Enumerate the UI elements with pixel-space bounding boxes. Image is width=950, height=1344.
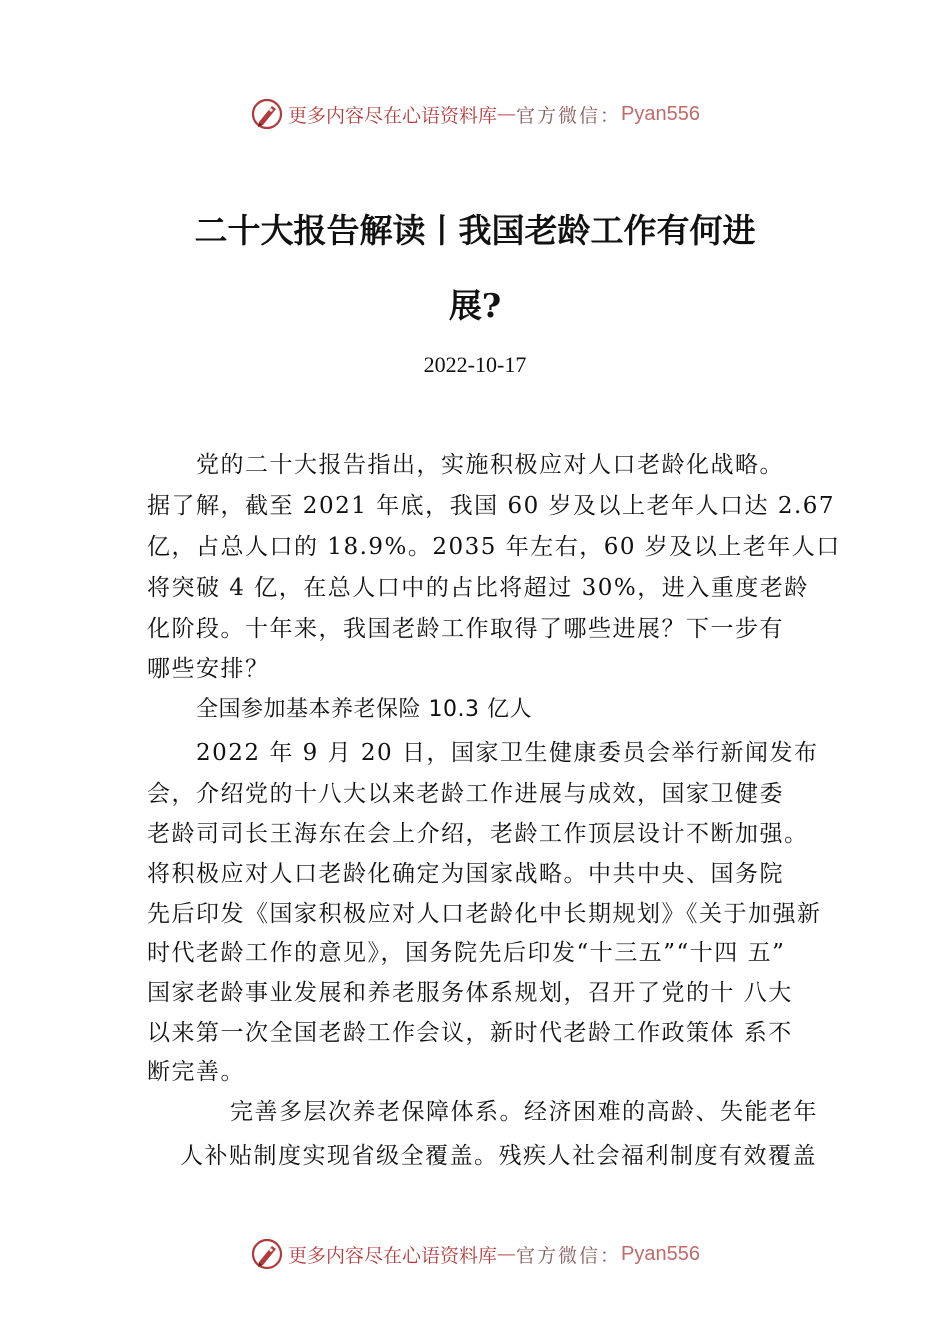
body-line: 断完善。 xyxy=(147,1059,245,1085)
body-line: 人补贴制度实现省级全覆盖。残疾人社会福利制度有效覆盖 xyxy=(180,1143,817,1169)
body-line: 党的二十大报告指出，实施积极应对人口老龄化战略。 xyxy=(196,452,784,478)
article-title-line-1: 二十大报告解读丨我国老龄工作有何进 xyxy=(194,211,756,250)
body-line: 会，介绍党的十八大以来老龄工作进展与成效，国家卫健委 xyxy=(147,781,784,807)
watermark-wechat-label: 官方微信： xyxy=(516,104,622,127)
watermark-separator: — xyxy=(497,103,517,125)
article-title-line-2: 展? xyxy=(448,286,502,325)
body-line: 化阶段。十年来，我国老龄工作取得了哪些进展？下一步有 xyxy=(147,616,784,642)
body-line: 哪些安排？ xyxy=(147,656,270,682)
watermark-handle: Pyan556 xyxy=(621,102,700,125)
body-line: 亿，占总人口的 18.9%。2035 年左右，60 岁及以上老年人口 xyxy=(147,534,841,560)
watermark-brand: 更多内容尽在心语资料库 xyxy=(288,1244,498,1267)
body-line: 时代老龄工作的意见》，国务院先后印发“十三五”“十四 五” xyxy=(147,940,786,966)
watermark-wechat-label: 官方微信： xyxy=(516,1244,622,1267)
body-line: 完善多层次养老保障体系。经济困难的高龄、失能老年 xyxy=(230,1099,818,1125)
pen-nib-logo-icon xyxy=(250,97,284,131)
watermark-separator: — xyxy=(497,1243,517,1265)
section-subheading: 全国参加基本养老保险 10.3 亿人 xyxy=(196,697,532,722)
body-line: 将积极应对人口老龄化确定为国家战略。中共中央、国务院 xyxy=(147,861,784,887)
body-line: 2022 年 9 月 20 日，国家卫生健康委员会举行新闻发布 xyxy=(196,740,819,766)
body-line: 国家老龄事业发展和养老服务体系规划，召开了党的十 八大 xyxy=(147,980,793,1006)
body-line: 老龄司司长王海东在会上介绍，老龄工作顶层设计不断加强。 xyxy=(147,821,809,847)
body-line: 先后印发《国家积极应对人口老龄化中长期规划》《关于加强新 xyxy=(147,901,822,927)
watermark-brand: 更多内容尽在心语资料库 xyxy=(288,104,498,127)
body-line: 将突破 4 亿，在总人口中的占比将超过 30%，进入重度老龄 xyxy=(147,575,809,601)
pen-nib-logo-icon xyxy=(250,1237,284,1271)
watermark-handle: Pyan556 xyxy=(621,1242,700,1265)
header-watermark xyxy=(0,94,950,134)
body-line: 据了解，截至 2021 年底，我国 60 岁及以上老年人口达 2.67 xyxy=(147,493,836,519)
body-line: 以来第一次全国老龄工作会议，新时代老龄工作政策体 系不 xyxy=(147,1020,793,1046)
footer-watermark xyxy=(0,1234,950,1274)
article-date: 2022-10-17 xyxy=(423,352,527,377)
